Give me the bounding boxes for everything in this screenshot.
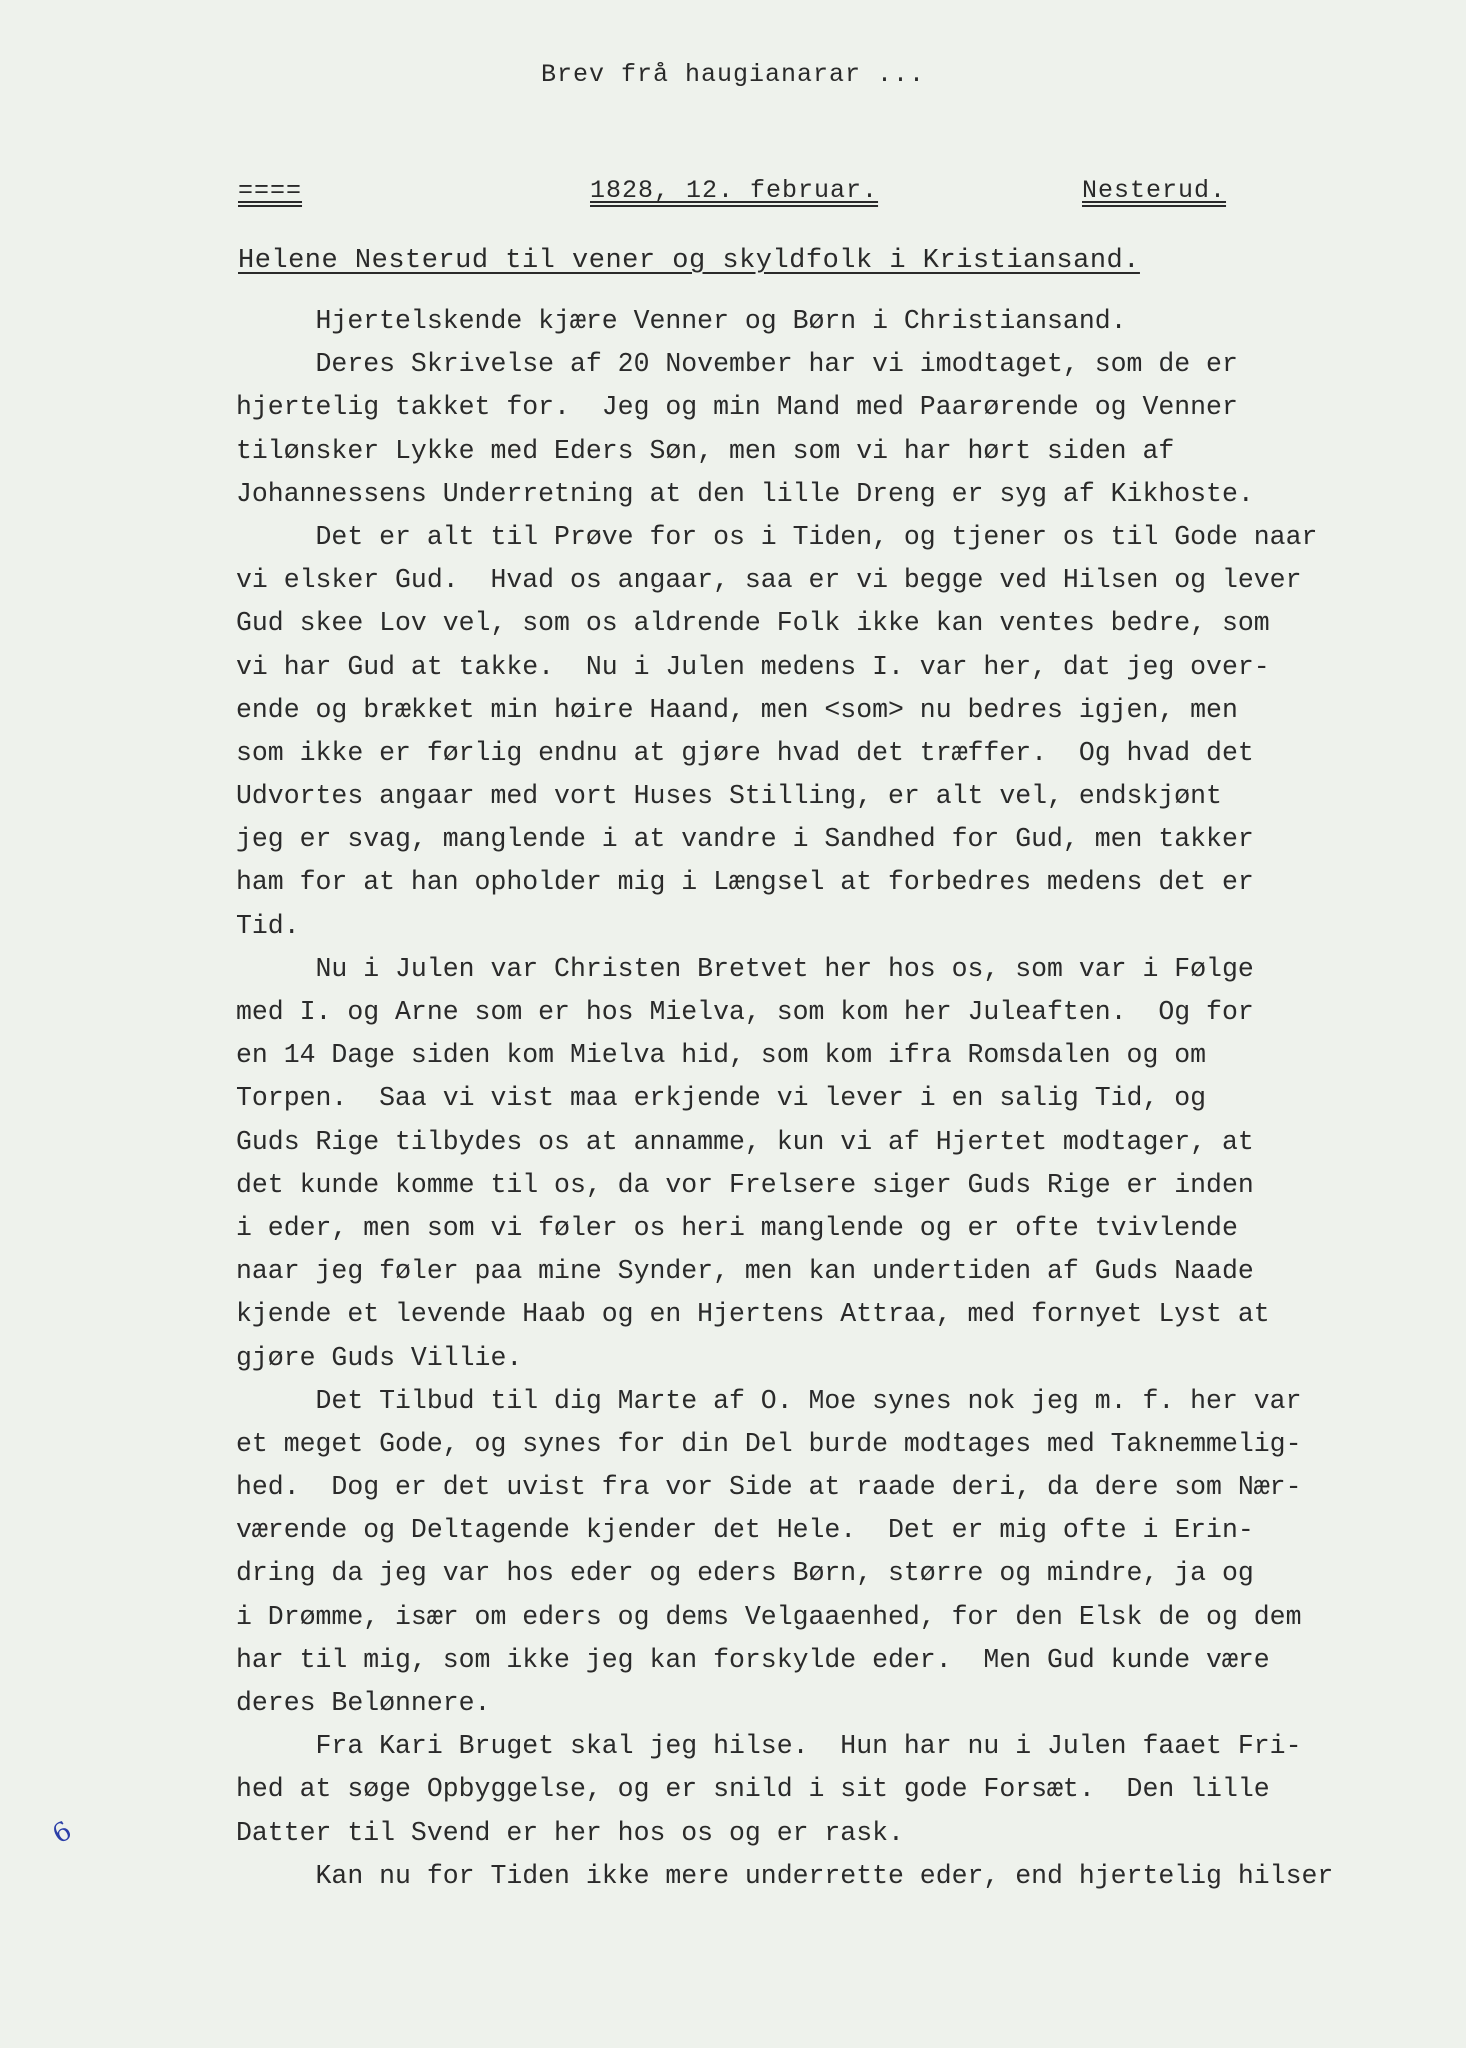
text-line: Torpen. Saa vi vist maa erkjende vi lever i en salig Tid, og [236, 1083, 1207, 1114]
text-line: Datter til Svend er her hos os og er rask. [236, 1817, 904, 1848]
text-line: dring da jeg var hos eder og eders Børn, større og mindre, ja og [236, 1558, 1254, 1589]
margin-pencil-note: 6 [47, 1815, 77, 1851]
text-line: kjende et levende Haab og en Hjertens Attraa, med fornyet Lyst at [236, 1299, 1270, 1330]
text-line: vi har Gud at takke. Nu i Julen medens I. var her, dat jeg over- [236, 651, 1270, 682]
text-line: Udvortes angaar med vort Huses Stilling, er alt vel, endskjønt [236, 781, 1222, 812]
text-line: Nu i Julen var Christen Bretvet her hos os, som var i Følge [236, 953, 1254, 984]
letter-body [236, 300, 1426, 1898]
text-line: tilønsker Lykke med Eders Søn, men som vi har hørt siden af [236, 435, 1175, 466]
text-line: det kunde komme til os, da vor Frelsere siger Guds Rige er inden [236, 1169, 1254, 1200]
text-line: gjøre Guds Villie. [236, 1342, 523, 1373]
text-line: Hjertelskende kjære Venner og Børn i Christiansand. [236, 306, 1127, 336]
text-line: hed. Dog er det uvist fra vor Side at raade deri, da dere som Nær- [236, 1472, 1302, 1503]
text-line: værende og Deltagende kjender det Hele. Det er mig ofte i Erin- [236, 1515, 1254, 1546]
text-line: deres Belønnere. [236, 1688, 491, 1718]
text-line: Johannessens Underretning at den lille Dreng er syg af Kikhoste. [236, 478, 1254, 509]
text-line: naar jeg føler paa mine Synder, men kan undertiden af Guds Naade [236, 1256, 1254, 1287]
text-line: har til mig, som ikke jeg kan forskylde eder. Men Gud kunde være [236, 1644, 1270, 1675]
text-line: hed at søge Opbyggelse, og er snild i sit gode Forsæt. Den lille [236, 1774, 1270, 1805]
text-line: Guds Rige tilbydes os at annamme, kun vi af Hjertet modtager, at [236, 1126, 1254, 1157]
text-line: Det er alt til Prøve for os i Tiden, og tjener os til Gode naar [236, 521, 1318, 552]
left-marker: ==== [238, 176, 303, 205]
text-line: Deres Skrivelse af 20 November har vi imodtaget, som de er [236, 349, 1238, 380]
text-line: ham for at han opholder mig i Længsel at forbedres medens det er [236, 867, 1254, 898]
text-line: hjertelig takket for. Jeg og min Mand med Paarørende og Venner [236, 392, 1238, 423]
text-line: Kan nu for Tiden ikke mere underrette eder, end hjertelig hilser [236, 1860, 1334, 1891]
text-line: som ikke er førlig endnu at gjøre hvad det træffer. Og hvad det [236, 737, 1254, 768]
text-line: i Drømme, især om eders og dems Velgaaenhed, for den Elsk de og dem [236, 1601, 1302, 1632]
text-line: Fra Kari Bruget skal jeg hilse. Hun har nu i Julen faaet Fri- [236, 1731, 1302, 1762]
text-line: med I. og Arne som er hos Mielva, som kom her Juleaften. Og for [236, 997, 1254, 1027]
letter-place: Nesterud. [1082, 176, 1227, 205]
page-header: Brev frå haugianarar ... [540, 60, 926, 89]
letter-subtitle: Helene Nesterud til vener og skyldfolk i Kristiansand. [238, 246, 1140, 276]
text-line: en 14 Dage siden kom Mielva hid, som kom ifra Romsdalen og om [236, 1040, 1207, 1071]
text-line: jeg er svag, manglende i at vandre i Sandhed for Gud, men takker [236, 824, 1254, 855]
text-line: i eder, men som vi føler os heri manglende og er ofte tvivlende [236, 1212, 1238, 1243]
text-line: Tid. [236, 910, 300, 941]
text-line: Gud skee Lov vel, som os aldrende Folk ikke kan ventes bedre, som [236, 608, 1270, 639]
text-line: vi elsker Gud. Hvad os angaar, saa er vi begge ved Hilsen og lever [236, 565, 1302, 596]
text-line: et meget Gode, og synes for din Del burde modtages med Taknemmelig- [236, 1428, 1302, 1459]
text-line: ende og brækket min høire Haand, men <som> nu bedres igjen, men [236, 694, 1238, 725]
letter-date: 1828, 12. februar. [590, 176, 879, 205]
text-line: Det Tilbud til dig Marte af O. Moe synes nok jeg m. f. her var [236, 1385, 1302, 1416]
